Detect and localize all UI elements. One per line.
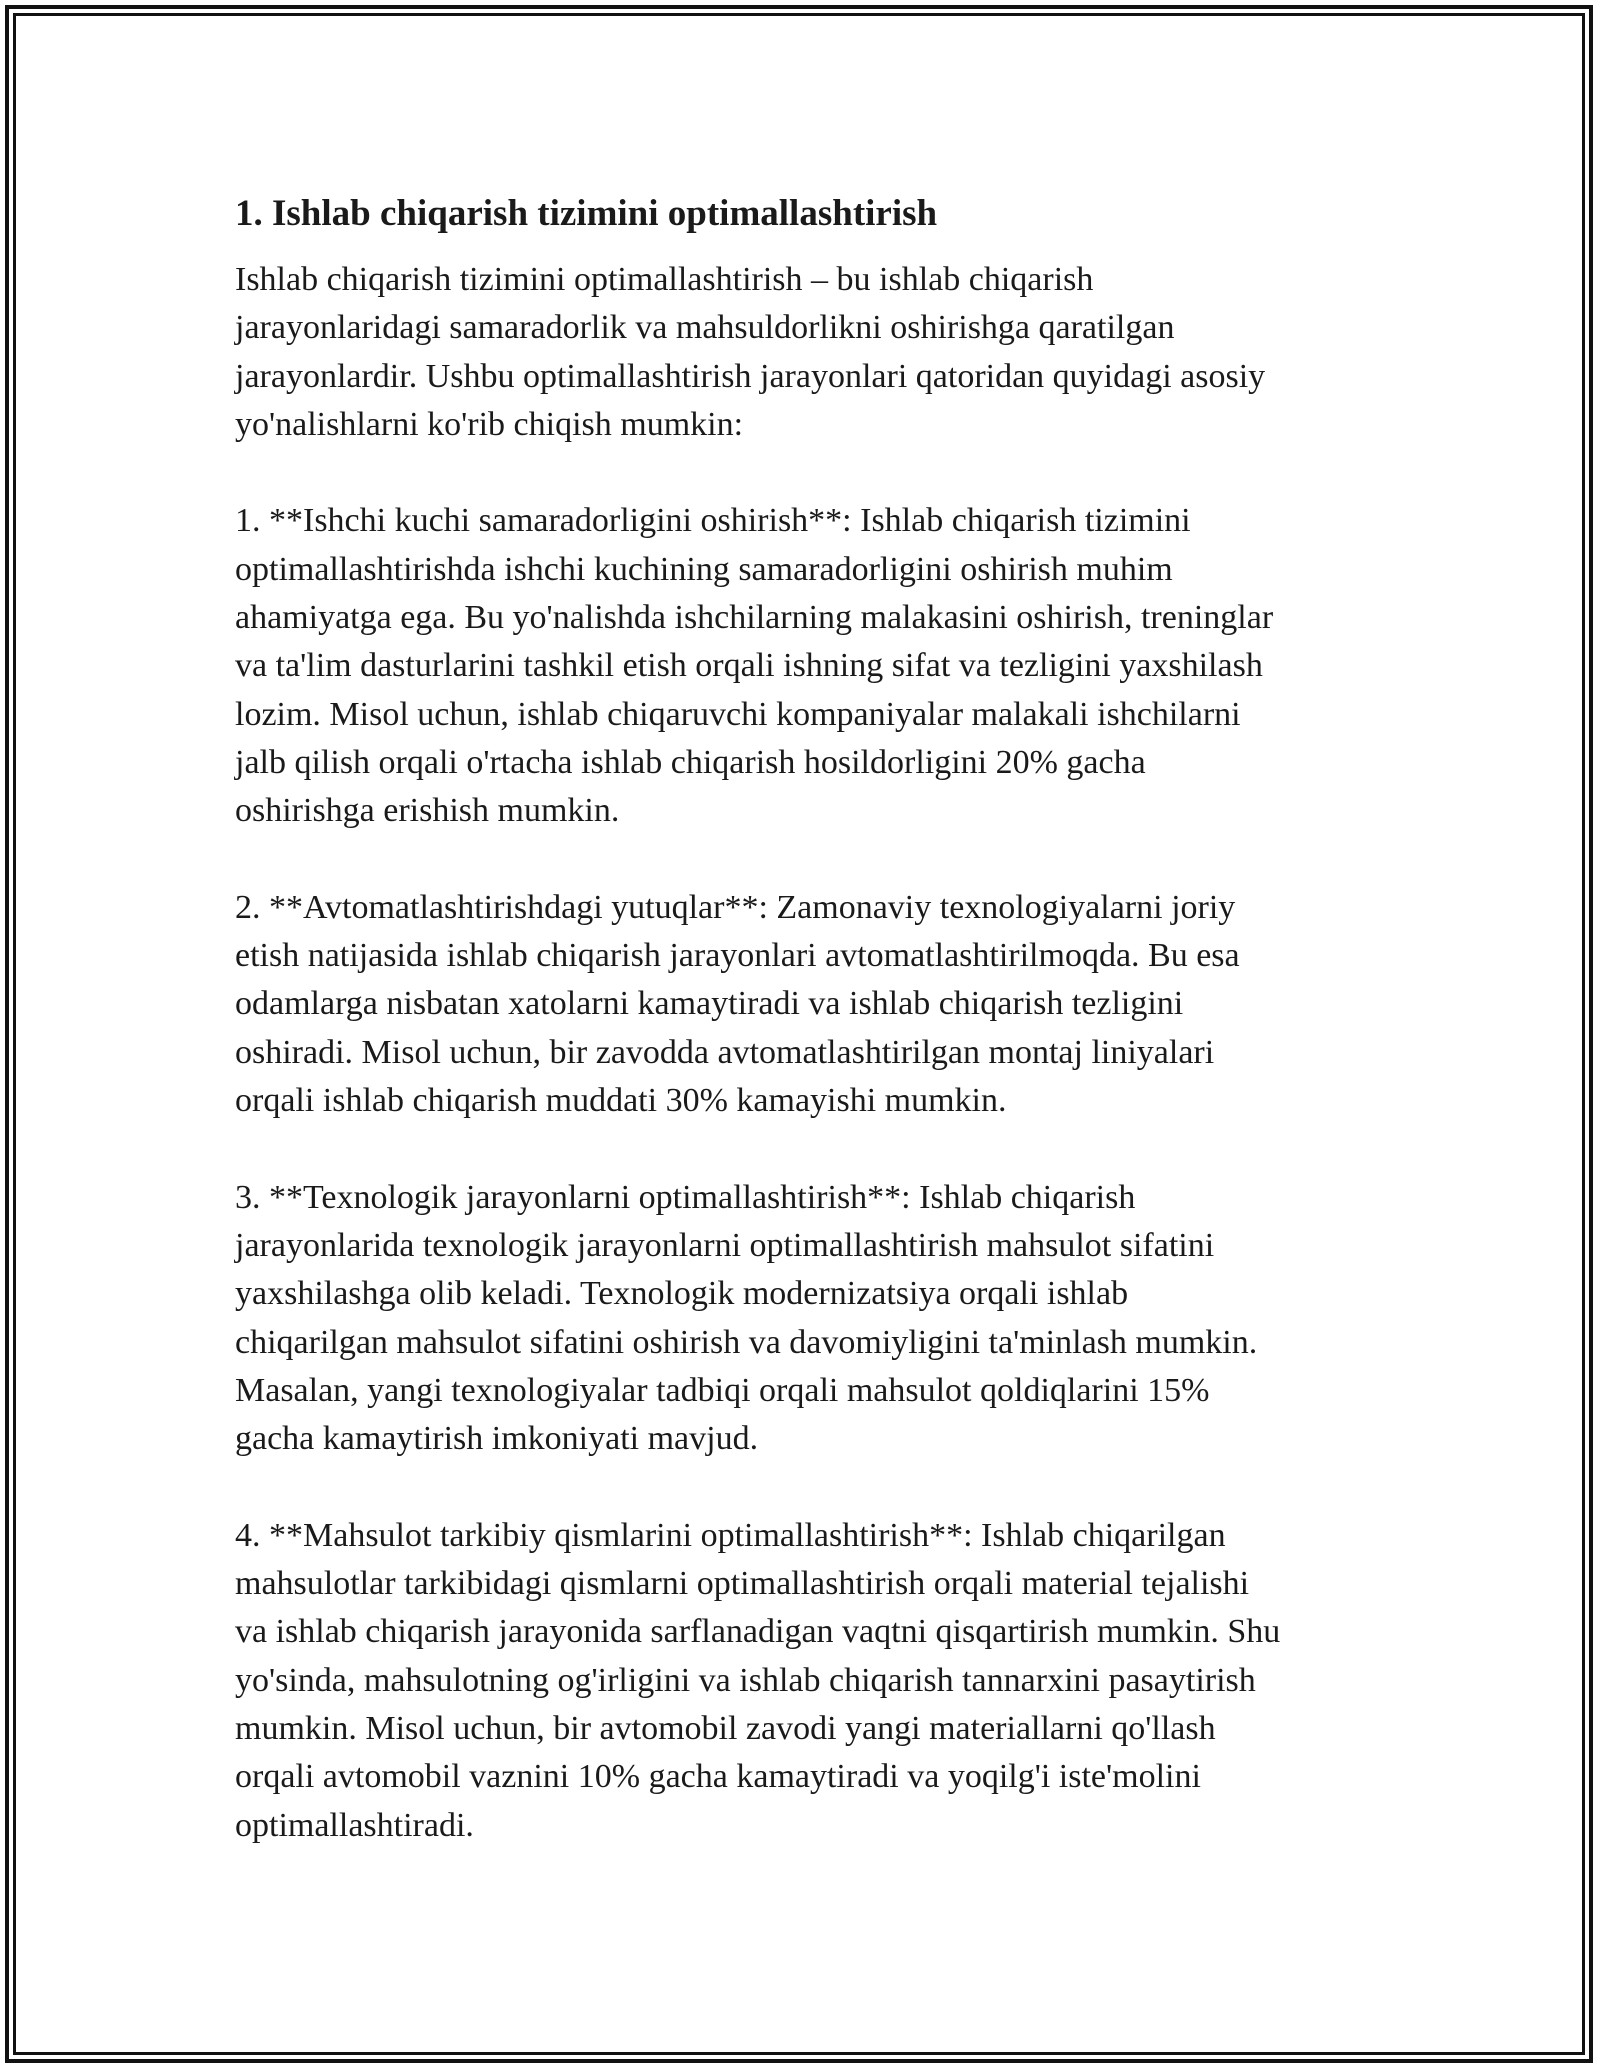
document-title: 1. Ishlab chiqarish tizimini optimallashtirish [235,193,938,234]
document-content [235,186,1365,1850]
document-body: Ishlab chiqarish tizimini optimallashtirish – bu ishlab chiqarish jarayonlaridagi samaradorlik va mahsuldorlikni oshirishga qaratilgan jarayonlardir. Ushbu optimallashtirish jarayonlari qatoridan quyidagi asosiy yo'nalishlarni ko'rib chiqish mumkin: 1. **Ishchi kuchi samaradorligini oshirish**: Ishlab chiqarish tizimini optimallashtirishda ishchi kuchining samaradorligini oshirish muhim ahamiyatga ega. Bu yo'nalishda ishchilarning malakasini oshirish, treninglar va ta'lim dasturlarini tashkil etish orqali ishning sifat va tezligini yaxshilash lozim. Misol uchun, ishlab chiqaruvchi kompaniyalar malakali ishchilarni jalb qilish orqali o'rtacha ishlab chiqarish hosildorligini 20% gacha oshirishga erishish mumkin. 2. **Avtomatlashtirishdagi yutuqlar**: Zamonaviy texnologiyalarni joriy etish natijasida ishlab chiqarish jarayonlari avtomatlashtirilmoqda. Bu esa odamlarga nisbatan xatolarni kamaytiradi va ishlab chiqarish tezligini oshiradi. Misol uchun, bir zavodda avtomatlashtirilgan montaj liniyalari orqali ishlab chiqarish muddati 30% kamayishi mumkin. 3. **Texnologik jarayonlarni optimallashtirish**: Ishlab chiqarish jarayonlarida texnologik jarayonlarni optimallashtirish mahsulot sifatini yaxshilashga olib keladi. Texnologik modernizatsiya orqali ishlab chiqarilgan mahsulot sifatini oshirish va davomiyligini ta'minlash mumkin. Masalan, yangi texnologiyalar tadbiqi orqali mahsulot qoldiqlarini 15% gacha kamaytirish imkoniyati mavjud. 4. **Mahsulot tarkibiy qismlarini optimallashtirish**: Ishlab chiqarilgan mahsulotlar tarkibidagi qismlarni optimallashtirish orqali material tejalishi va ishlab chiqarish jarayonida sarflanadigan vaqtni qisqartirish mumkin. Shu yo'sinda, mahsulotning og'irligini va ishlab chiqarish tannarxini pasaytirish mumkin. Misol uchun, bir avtomobil zavodi yangi materiallarni qo'llash orqali avtomobil vaznini 10% gacha kamaytiradi va yoqilg'i iste'molini optimallashtiradi. [235,261,1281,1844]
